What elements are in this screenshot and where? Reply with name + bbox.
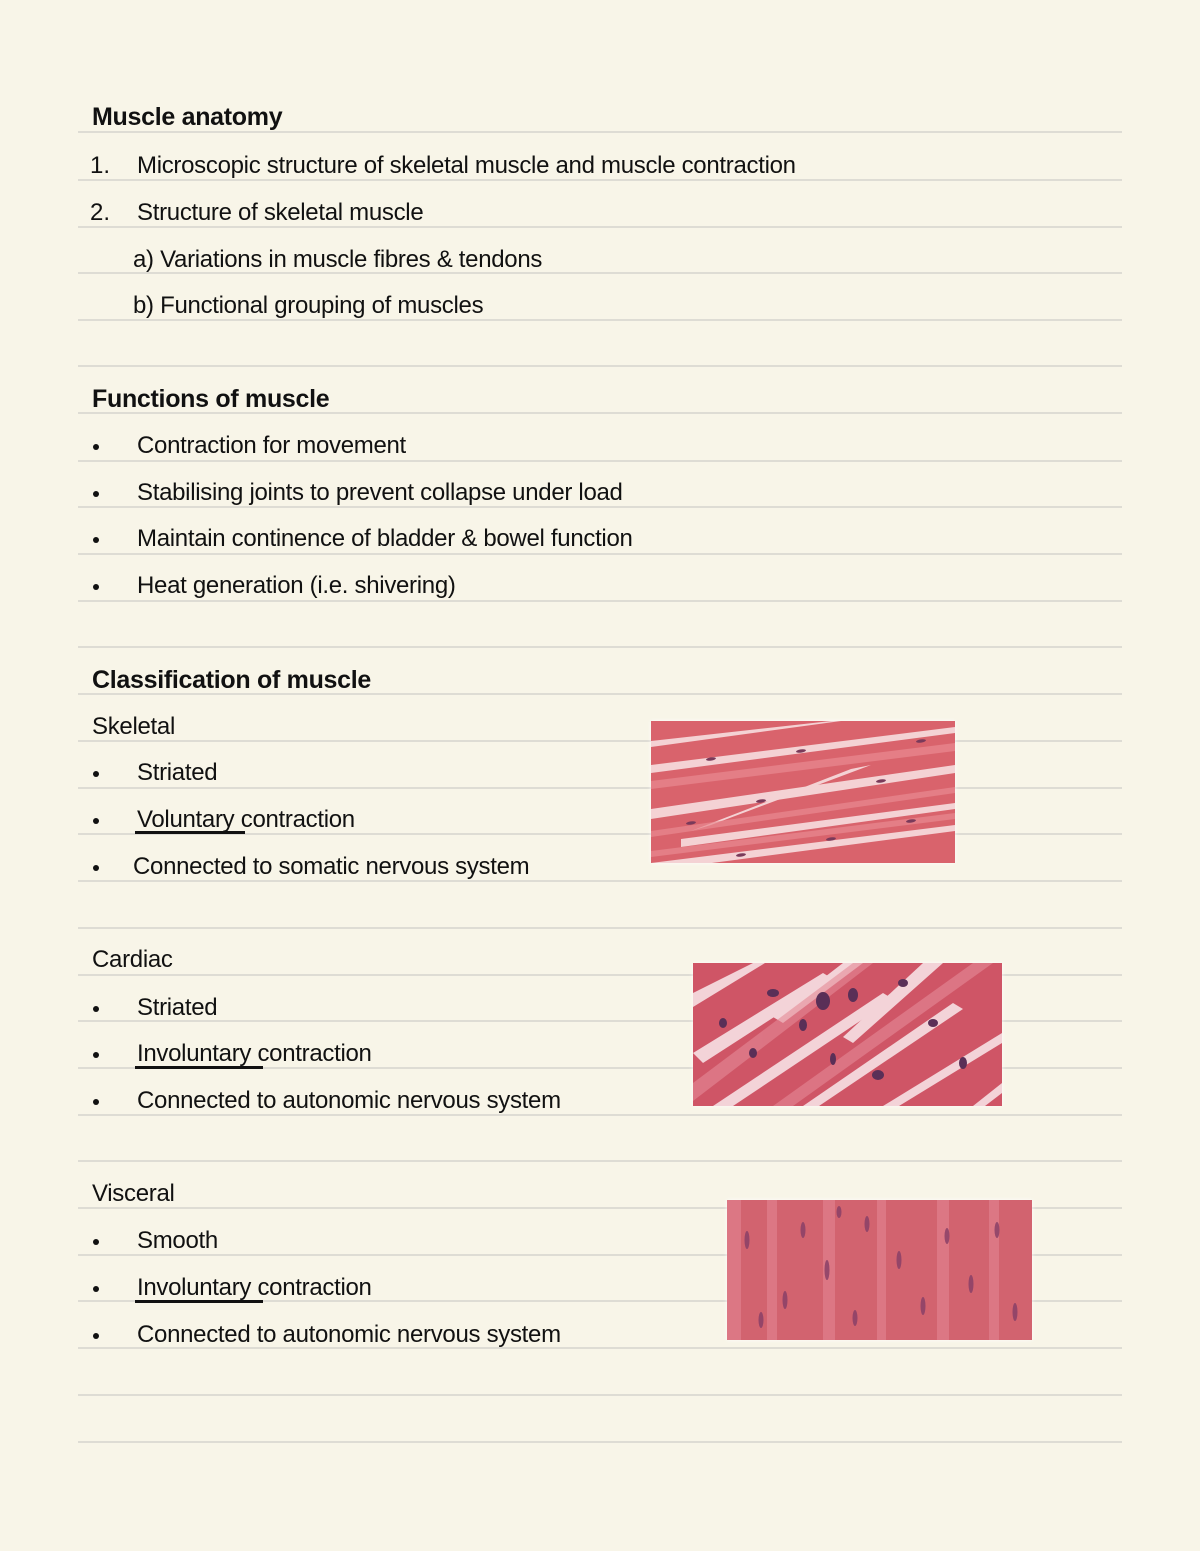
list-item: Striated (137, 759, 218, 786)
ruled-line (78, 740, 1122, 742)
list-item: Heat generation (i.e. shivering) (137, 572, 456, 599)
section-heading-anatomy: Muscle anatomy (92, 103, 283, 131)
bullet-icon (93, 1286, 99, 1292)
bullet-icon (93, 491, 99, 497)
list-item: Striated (137, 994, 218, 1021)
list-item: Maintain continence of bladder & bowel function (137, 525, 633, 552)
ruled-line (78, 460, 1122, 462)
underline (135, 831, 245, 834)
list-item-suffix: contraction (251, 1274, 372, 1301)
bullet-icon (93, 1239, 99, 1245)
subsection-label-visceral: Visceral (92, 1180, 175, 1207)
list-item: Connected to autonomic nervous system (137, 1321, 561, 1348)
ruled-line (78, 927, 1122, 929)
underlined-term: Involuntary (137, 1040, 252, 1067)
underline (135, 1066, 263, 1069)
ruled-line (78, 600, 1122, 602)
list-item: Structure of skeletal muscle (137, 199, 424, 226)
underlined-term: Voluntary (137, 806, 235, 833)
list-item: Connected to autonomic nervous system (137, 1087, 561, 1114)
bullet-icon (93, 818, 99, 824)
ruled-line (78, 1160, 1122, 1162)
ruled-line (78, 1441, 1122, 1443)
cardiac-muscle-micrograph (693, 963, 1002, 1106)
ruled-line (78, 646, 1122, 648)
sub-list-item: b) Functional grouping of muscles (133, 292, 484, 319)
list-item: Microscopic structure of skeletal muscle and muscle contraction (137, 152, 796, 179)
subsection-label-cardiac: Cardiac (92, 946, 173, 973)
bullet-icon (93, 1099, 99, 1105)
list-item: Smooth (137, 1227, 218, 1254)
underlined-term: Involuntary (137, 1274, 252, 1301)
section-heading-classification: Classification of muscle (92, 666, 371, 694)
list-number: 2. (90, 199, 111, 226)
bullet-icon (93, 584, 99, 590)
list-item (137, 806, 355, 834)
bullet-icon (93, 1052, 99, 1058)
bullet-icon (93, 865, 99, 871)
sub-list-item: a) Variations in muscle fibres & tendons (133, 246, 543, 273)
list-number: 1. (90, 152, 111, 179)
underline (135, 1300, 263, 1303)
list-item: Connected to somatic nervous system (133, 853, 530, 880)
list-item: Stabilising joints to prevent collapse under load (137, 479, 623, 506)
bullet-icon (93, 1006, 99, 1012)
section-heading-functions: Functions of muscle (92, 385, 330, 413)
bullet-icon (93, 771, 99, 777)
ruled-line (78, 553, 1122, 555)
bullet-icon (93, 1333, 99, 1339)
skeletal-muscle-micrograph (651, 721, 955, 863)
list-item-suffix: contraction (234, 806, 355, 833)
list-item (137, 1040, 372, 1068)
visceral-muscle-micrograph (727, 1200, 1032, 1340)
ruled-line (78, 787, 1122, 789)
bullet-icon (93, 537, 99, 543)
list-item (137, 1274, 372, 1302)
ruled-line (78, 365, 1122, 367)
ruled-line (78, 1394, 1122, 1396)
list-item-suffix: contraction (251, 1040, 372, 1067)
subsection-label-skeletal: Skeletal (92, 713, 175, 740)
bullet-icon (93, 444, 99, 450)
list-item: Contraction for movement (137, 432, 406, 459)
ruled-line (78, 131, 1122, 133)
